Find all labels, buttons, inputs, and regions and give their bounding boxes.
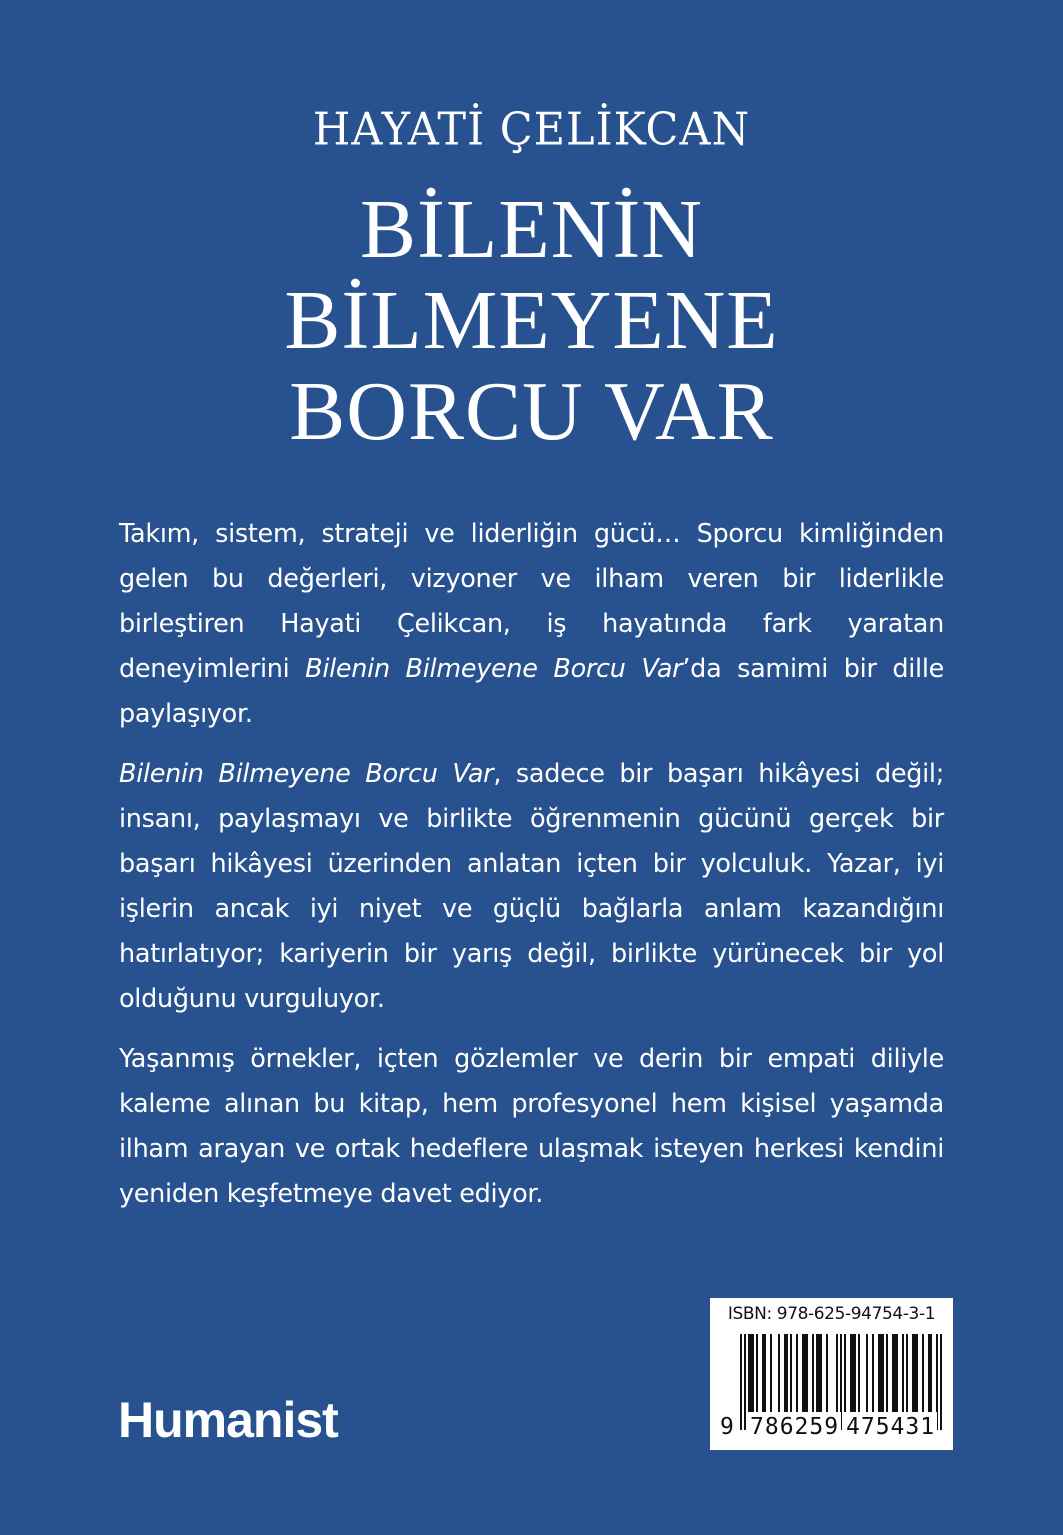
publisher-logo: Humanist bbox=[118, 1392, 338, 1448]
isbn-barcode bbox=[710, 1298, 953, 1450]
ean-group-2: 475431 bbox=[846, 1414, 936, 1440]
book-title-italic: Bilenin Bilmeyene Borcu Var bbox=[119, 759, 494, 789]
isbn-label: ISBN: 978-625-94754-3-1 bbox=[727, 1304, 936, 1324]
author-name: HAYATİ ÇELİKCAN bbox=[312, 103, 751, 157]
blurb-text-run: Yaşanmış örnekler, içten gözlemler ve derin bir empati diliyle kaleme alınan bu kitap, hem profesyonel hem kişisel yaşamda ilham arayan ve ortak hedeflere ulaşmak isteyen herkesi kendini yeniden keşfetmeye davet ediyor. bbox=[119, 1044, 944, 1209]
title-line-1: BİLENİN bbox=[360, 183, 703, 276]
blurb-paragraph-2 bbox=[119, 752, 944, 1022]
ean-lead-digit: 9 bbox=[720, 1414, 735, 1440]
blurb-text-run: Takım, sistem, strateji ve liderliğin gücü… Sporcu kimliğinden gelen bu değerleri, vizyoner ve ilham veren bir liderlikle birleştiren Hayati Çelikcan, iş hayatında fark yaratan deneyimlerini bbox=[119, 519, 944, 684]
blurb-text-run: , sadece bir başarı hikâyesi değil; insanı, paylaşmayı ve birlikte öğrenmenin gücünü gerçek bir başarı hikâyesi üzerinden anlatan içten bir yolculuk. Yazar, iyi işlerin ancak iyi niyet ve güçlü bağlarla anlam kazandığını hatırlatıyor; kariyerin bir yarış değil, birlikte yürünecek bir yol olduğunu vurguluyor. bbox=[119, 759, 944, 1014]
blurb-text-run: ’da samimi bir dille paylaşıyor. bbox=[119, 654, 944, 729]
blurb-text bbox=[119, 512, 944, 1232]
blurb-paragraph-1 bbox=[119, 512, 944, 737]
title-line-3: BORCU VAR bbox=[289, 365, 774, 458]
blurb-paragraph-3 bbox=[119, 1037, 944, 1217]
book-title bbox=[0, 184, 1063, 457]
book-title-italic: Bilenin Bilmeyene Borcu Var bbox=[305, 654, 683, 684]
ean-group-1: 786259 bbox=[750, 1414, 840, 1440]
title-line-2: BİLMEYENE bbox=[284, 274, 779, 367]
